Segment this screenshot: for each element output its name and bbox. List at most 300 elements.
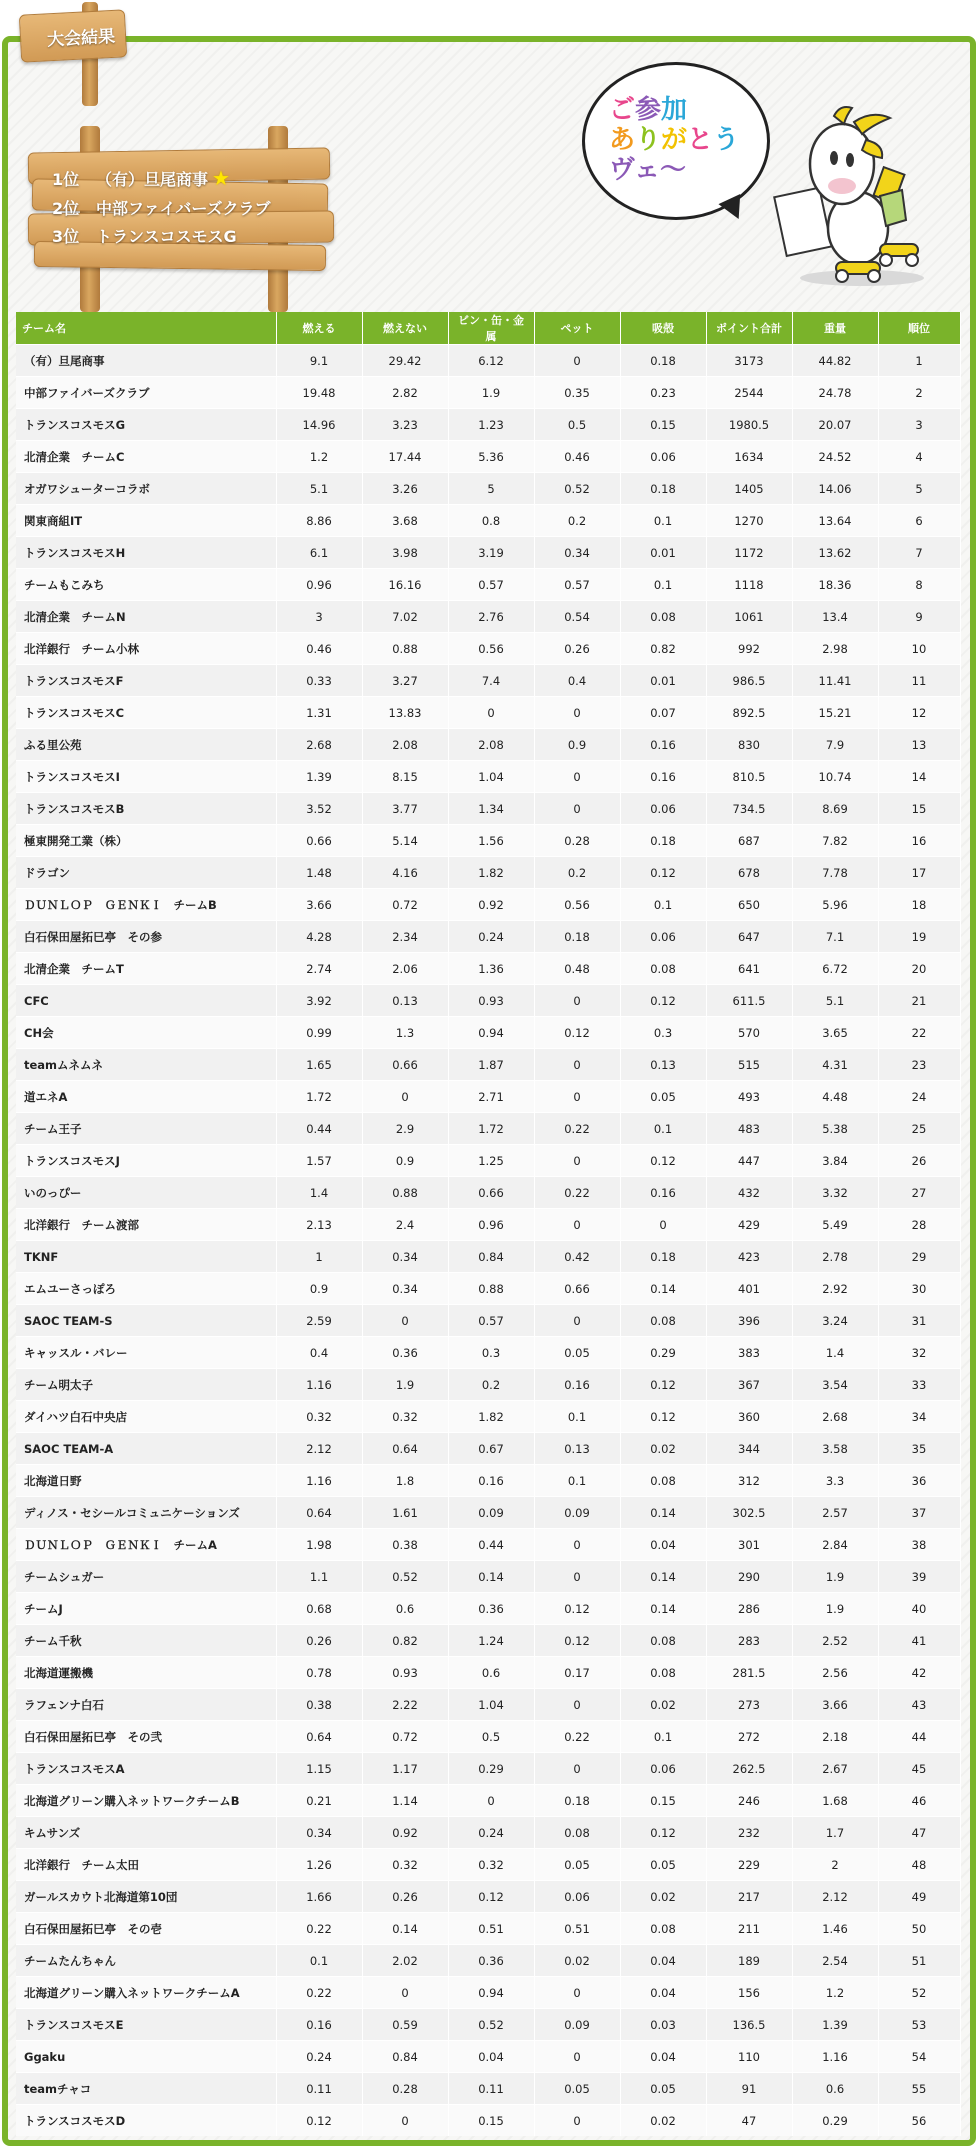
- table-row: [16, 825, 960, 857]
- value-cell: 273: [706, 1689, 792, 1721]
- value-cell: 0: [534, 697, 620, 729]
- value-cell: 24.78: [792, 377, 878, 409]
- table-row: [16, 1977, 960, 2009]
- value-cell: 1.7: [792, 1817, 878, 1849]
- value-cell: 493: [706, 1081, 792, 1113]
- value-cell: 0.14: [620, 1593, 706, 1625]
- value-cell: 11: [878, 665, 960, 697]
- value-cell: 1.72: [276, 1081, 362, 1113]
- value-cell: 0.9: [276, 1273, 362, 1305]
- value-cell: 47: [878, 1817, 960, 1849]
- value-cell: 0.36: [448, 1945, 534, 1977]
- value-cell: 1.61: [362, 1497, 448, 1529]
- value-cell: 2.98: [792, 633, 878, 665]
- table-header-row: [16, 312, 960, 345]
- value-cell: 3.3: [792, 1465, 878, 1497]
- table-row: [16, 2073, 960, 2105]
- value-cell: 0.26: [276, 1625, 362, 1657]
- value-cell: 1405: [706, 473, 792, 505]
- value-cell: 0.16: [276, 2009, 362, 2041]
- value-cell: 992: [706, 633, 792, 665]
- value-cell: 2.56: [792, 1657, 878, 1689]
- value-cell: 3.52: [276, 793, 362, 825]
- value-cell: 0.35: [534, 377, 620, 409]
- team-name-cell: キャッスル・バレー: [16, 1337, 276, 1369]
- team-name-cell: キムサンズ: [16, 1817, 276, 1849]
- value-cell: 2.52: [792, 1625, 878, 1657]
- value-cell: 246: [706, 1785, 792, 1817]
- team-name-cell: 白石保田屋拓巳亭 その弐: [16, 1721, 276, 1753]
- value-cell: 19: [878, 921, 960, 953]
- value-cell: 1.25: [448, 1145, 534, 1177]
- value-cell: 0.6: [362, 1593, 448, 1625]
- table-row: [16, 1113, 960, 1145]
- team-name-cell: 白石保田屋拓巳亭 その壱: [16, 1913, 276, 1945]
- table-row: [16, 537, 960, 569]
- table-row: [16, 1049, 960, 1081]
- value-cell: 2544: [706, 377, 792, 409]
- value-cell: 515: [706, 1049, 792, 1081]
- value-cell: 3.66: [276, 889, 362, 921]
- value-cell: 2.71: [448, 1081, 534, 1113]
- value-cell: 2.67: [792, 1753, 878, 1785]
- value-cell: 0.44: [276, 1113, 362, 1145]
- value-cell: 678: [706, 857, 792, 889]
- table-row: [16, 857, 960, 889]
- value-cell: 1.68: [792, 1785, 878, 1817]
- value-cell: 11.41: [792, 665, 878, 697]
- value-cell: 6.1: [276, 537, 362, 569]
- value-cell: 29.42: [362, 345, 448, 377]
- value-cell: 0.18: [534, 921, 620, 953]
- team-name-cell: エムユーさっぽろ: [16, 1273, 276, 1305]
- value-cell: 1172: [706, 537, 792, 569]
- value-cell: 7: [878, 537, 960, 569]
- value-cell: 3.68: [362, 505, 448, 537]
- value-cell: 27: [878, 1177, 960, 1209]
- podium-place: 3位: [52, 227, 80, 246]
- value-cell: 0.88: [362, 633, 448, 665]
- team-name-cell: トランスコスモスE: [16, 2009, 276, 2041]
- value-cell: 6.12: [448, 345, 534, 377]
- value-cell: 1: [276, 1241, 362, 1273]
- value-cell: 3.66: [792, 1689, 878, 1721]
- value-cell: 0.13: [534, 1433, 620, 1465]
- value-cell: 447: [706, 1145, 792, 1177]
- podium-team: トランスコスモスG: [96, 227, 237, 246]
- title-signpost: [20, 2, 130, 106]
- value-cell: 1.9: [362, 1369, 448, 1401]
- value-cell: 3.27: [362, 665, 448, 697]
- value-cell: 0.02: [534, 1945, 620, 1977]
- value-cell: 0.09: [448, 1497, 534, 1529]
- value-cell: 0.22: [276, 1977, 362, 2009]
- table-row: [16, 409, 960, 441]
- value-cell: 734.5: [706, 793, 792, 825]
- value-cell: 34: [878, 1401, 960, 1433]
- value-cell: 2.34: [362, 921, 448, 953]
- table-row: [16, 1721, 960, 1753]
- value-cell: 1.2: [792, 1977, 878, 2009]
- value-cell: 13.64: [792, 505, 878, 537]
- value-cell: 0.08: [534, 1817, 620, 1849]
- podium-second: [52, 196, 271, 219]
- value-cell: 14.06: [792, 473, 878, 505]
- table-row: [16, 1433, 960, 1465]
- value-cell: 4.31: [792, 1049, 878, 1081]
- value-cell: 0.06: [620, 921, 706, 953]
- value-cell: 0.16: [448, 1465, 534, 1497]
- value-cell: 3.32: [792, 1177, 878, 1209]
- value-cell: 0.02: [620, 1881, 706, 1913]
- value-cell: 39: [878, 1561, 960, 1593]
- podium-first: [52, 166, 230, 190]
- value-cell: 8.15: [362, 761, 448, 793]
- value-cell: 14.96: [276, 409, 362, 441]
- value-cell: 0.9: [362, 1145, 448, 1177]
- value-cell: 0.59: [362, 2009, 448, 2041]
- value-cell: 1.56: [448, 825, 534, 857]
- value-cell: 26: [878, 1145, 960, 1177]
- star-icon: ★: [212, 166, 230, 190]
- value-cell: 2.59: [276, 1305, 362, 1337]
- table-row: [16, 2105, 960, 2137]
- value-cell: 0.15: [620, 409, 706, 441]
- team-name-cell: 北清企業 チームT: [16, 953, 276, 985]
- value-cell: 0: [362, 2105, 448, 2137]
- value-cell: 51: [878, 1945, 960, 1977]
- table-row: [16, 985, 960, 1017]
- value-cell: 0.05: [534, 1337, 620, 1369]
- value-cell: 0.2: [534, 505, 620, 537]
- value-cell: 0.23: [620, 377, 706, 409]
- value-cell: 0.08: [620, 1657, 706, 1689]
- team-name-cell: 道エネA: [16, 1081, 276, 1113]
- value-cell: 0: [534, 1529, 620, 1561]
- team-name-cell: ダイハツ白石中央店: [16, 1401, 276, 1433]
- value-cell: 19.48: [276, 377, 362, 409]
- value-cell: 0.05: [620, 1081, 706, 1113]
- value-cell: 3.65: [792, 1017, 878, 1049]
- value-cell: 641: [706, 953, 792, 985]
- value-cell: 0.57: [448, 569, 534, 601]
- value-cell: 10: [878, 633, 960, 665]
- value-cell: 110: [706, 2041, 792, 2073]
- value-cell: 0.34: [362, 1273, 448, 1305]
- value-cell: 0.26: [362, 1881, 448, 1913]
- value-cell: 0.32: [362, 1849, 448, 1881]
- thanks-message: ご参加 ありがとう ヴェ〜: [609, 95, 740, 185]
- value-cell: 156: [706, 1977, 792, 2009]
- value-cell: 47: [706, 2105, 792, 2137]
- value-cell: 12: [878, 697, 960, 729]
- value-cell: 3.58: [792, 1433, 878, 1465]
- column-header: 吸殻: [620, 312, 706, 345]
- podium-signboard: [28, 126, 338, 312]
- value-cell: 0.84: [448, 1241, 534, 1273]
- team-name-cell: チームシュガー: [16, 1561, 276, 1593]
- value-cell: 1.9: [448, 377, 534, 409]
- team-name-cell: チームJ: [16, 1593, 276, 1625]
- value-cell: 281.5: [706, 1657, 792, 1689]
- value-cell: 0.93: [448, 985, 534, 1017]
- value-cell: 4: [878, 441, 960, 473]
- value-cell: 0.26: [534, 633, 620, 665]
- value-cell: 4.16: [362, 857, 448, 889]
- value-cell: 1634: [706, 441, 792, 473]
- value-cell: 5: [448, 473, 534, 505]
- value-cell: 0.3: [620, 1017, 706, 1049]
- table-row: [16, 1785, 960, 1817]
- value-cell: 0.94: [448, 1977, 534, 2009]
- value-cell: 687: [706, 825, 792, 857]
- value-cell: 0.08: [620, 953, 706, 985]
- value-cell: 0.29: [620, 1337, 706, 1369]
- value-cell: 2.76: [448, 601, 534, 633]
- speech-bubble: [582, 62, 770, 220]
- value-cell: 18.36: [792, 569, 878, 601]
- value-cell: 2.92: [792, 1273, 878, 1305]
- value-cell: 2: [792, 1849, 878, 1881]
- value-cell: 0.67: [448, 1433, 534, 1465]
- table-row: [16, 2041, 960, 2073]
- value-cell: 7.78: [792, 857, 878, 889]
- value-cell: 37: [878, 1497, 960, 1529]
- table-row: [16, 2009, 960, 2041]
- value-cell: 30: [878, 1273, 960, 1305]
- table-row: [16, 665, 960, 697]
- value-cell: 0.32: [276, 1401, 362, 1433]
- value-cell: 0.1: [534, 1465, 620, 1497]
- table-row: [16, 1561, 960, 1593]
- value-cell: 10.74: [792, 761, 878, 793]
- team-name-cell: トランスコスモスG: [16, 409, 276, 441]
- value-cell: 50: [878, 1913, 960, 1945]
- value-cell: 9: [878, 601, 960, 633]
- value-cell: 0.17: [534, 1657, 620, 1689]
- value-cell: 0.14: [620, 1273, 706, 1305]
- team-name-cell: CFC: [16, 985, 276, 1017]
- value-cell: 0.82: [362, 1625, 448, 1657]
- value-cell: 52: [878, 1977, 960, 2009]
- value-cell: 0: [448, 697, 534, 729]
- value-cell: 2.12: [276, 1433, 362, 1465]
- table-row: [16, 505, 960, 537]
- value-cell: 1118: [706, 569, 792, 601]
- column-header: 順位: [878, 312, 960, 345]
- value-cell: 0.08: [620, 1913, 706, 1945]
- value-cell: 5.14: [362, 825, 448, 857]
- value-cell: 1.9: [792, 1561, 878, 1593]
- value-cell: 0.28: [534, 825, 620, 857]
- value-cell: 0.52: [362, 1561, 448, 1593]
- value-cell: 0.12: [620, 1401, 706, 1433]
- table-row: [16, 377, 960, 409]
- value-cell: 0.04: [620, 1945, 706, 1977]
- value-cell: 0.04: [448, 2041, 534, 2073]
- value-cell: 5.96: [792, 889, 878, 921]
- value-cell: 0.52: [448, 2009, 534, 2041]
- team-name-cell: SAOC TEAM-S: [16, 1305, 276, 1337]
- table-row: [16, 1657, 960, 1689]
- value-cell: 0: [534, 1081, 620, 1113]
- value-cell: 0.16: [620, 761, 706, 793]
- team-name-cell: Ggaku: [16, 2041, 276, 2073]
- value-cell: 0.88: [448, 1273, 534, 1305]
- team-name-cell: teamムネムネ: [16, 1049, 276, 1081]
- value-cell: 0: [534, 1977, 620, 2009]
- value-cell: 0.66: [534, 1273, 620, 1305]
- value-cell: 6: [878, 505, 960, 537]
- table-row: [16, 441, 960, 473]
- value-cell: 20.07: [792, 409, 878, 441]
- value-cell: 0: [534, 1145, 620, 1177]
- value-cell: 0.66: [448, 1177, 534, 1209]
- value-cell: 1.14: [362, 1785, 448, 1817]
- value-cell: 0.14: [362, 1913, 448, 1945]
- value-cell: 13.4: [792, 601, 878, 633]
- value-cell: 0.93: [362, 1657, 448, 1689]
- value-cell: 0.13: [362, 985, 448, 1017]
- value-cell: 21: [878, 985, 960, 1017]
- team-name-cell: チーム明太子: [16, 1369, 276, 1401]
- team-name-cell: ドラゴン: [16, 857, 276, 889]
- value-cell: 383: [706, 1337, 792, 1369]
- value-cell: 611.5: [706, 985, 792, 1017]
- value-cell: 0.09: [534, 2009, 620, 2041]
- team-name-cell: 関東商組IT: [16, 505, 276, 537]
- value-cell: 15: [878, 793, 960, 825]
- table-row: [16, 1369, 960, 1401]
- value-cell: 1.26: [276, 1849, 362, 1881]
- value-cell: 229: [706, 1849, 792, 1881]
- value-cell: 647: [706, 921, 792, 953]
- value-cell: 0.84: [362, 2041, 448, 2073]
- value-cell: 0.04: [620, 1529, 706, 1561]
- value-cell: 29: [878, 1241, 960, 1273]
- value-cell: 0.12: [620, 1817, 706, 1849]
- value-cell: 0.12: [620, 857, 706, 889]
- table-row: [16, 729, 960, 761]
- value-cell: 0.14: [620, 1561, 706, 1593]
- table-row: [16, 921, 960, 953]
- column-header: ビン・缶・金属: [448, 312, 534, 345]
- value-cell: 2.9: [362, 1113, 448, 1145]
- value-cell: 5.38: [792, 1113, 878, 1145]
- value-cell: 1061: [706, 601, 792, 633]
- value-cell: 0.51: [448, 1913, 534, 1945]
- value-cell: 4.28: [276, 921, 362, 953]
- value-cell: 2.4: [362, 1209, 448, 1241]
- value-cell: 1.04: [448, 761, 534, 793]
- value-cell: 286: [706, 1593, 792, 1625]
- value-cell: 1.2: [276, 441, 362, 473]
- value-cell: 0.12: [620, 1145, 706, 1177]
- value-cell: 0: [448, 1785, 534, 1817]
- table-row: [16, 345, 960, 377]
- value-cell: 1.16: [276, 1465, 362, 1497]
- value-cell: 986.5: [706, 665, 792, 697]
- value-cell: 1.4: [792, 1337, 878, 1369]
- value-cell: 24: [878, 1081, 960, 1113]
- team-name-cell: （有）旦尾商事: [16, 345, 276, 377]
- table-row: [16, 473, 960, 505]
- team-name-cell: SAOC TEAM-A: [16, 1433, 276, 1465]
- value-cell: 48: [878, 1849, 960, 1881]
- team-name-cell: 白石保田屋拓巳亭 その参: [16, 921, 276, 953]
- value-cell: 0: [534, 761, 620, 793]
- value-cell: 3.92: [276, 985, 362, 1017]
- table-row: [16, 1497, 960, 1529]
- value-cell: 23: [878, 1049, 960, 1081]
- value-cell: 16: [878, 825, 960, 857]
- value-cell: 892.5: [706, 697, 792, 729]
- value-cell: 0.1: [620, 505, 706, 537]
- value-cell: 0.32: [362, 1401, 448, 1433]
- value-cell: 3.24: [792, 1305, 878, 1337]
- value-cell: 1.8: [362, 1465, 448, 1497]
- value-cell: 810.5: [706, 761, 792, 793]
- value-cell: 0.08: [620, 1305, 706, 1337]
- value-cell: 0.15: [448, 2105, 534, 2137]
- value-cell: 8.86: [276, 505, 362, 537]
- value-cell: 3: [276, 601, 362, 633]
- table-row: [16, 1145, 960, 1177]
- value-cell: 0.32: [448, 1849, 534, 1881]
- value-cell: 0.11: [448, 2073, 534, 2105]
- value-cell: 0.12: [534, 1017, 620, 1049]
- team-name-cell: 北清企業 チームN: [16, 601, 276, 633]
- page-title: 大会結果: [46, 26, 116, 51]
- value-cell: 0.08: [620, 1465, 706, 1497]
- value-cell: 1270: [706, 505, 792, 537]
- team-name-cell: 北洋銀行 チーム小林: [16, 633, 276, 665]
- value-cell: 0.16: [534, 1369, 620, 1401]
- value-cell: 0.06: [534, 1881, 620, 1913]
- value-cell: 5.1: [276, 473, 362, 505]
- column-header: ポイント合計: [706, 312, 792, 345]
- column-header: 重量: [792, 312, 878, 345]
- value-cell: 0.05: [534, 1849, 620, 1881]
- value-cell: 7.82: [792, 825, 878, 857]
- goat-mascot-icon: [762, 100, 942, 290]
- value-cell: 0.1: [620, 569, 706, 601]
- value-cell: 0.34: [276, 1817, 362, 1849]
- value-cell: 45: [878, 1753, 960, 1785]
- value-cell: 0: [534, 985, 620, 1017]
- table-row: [16, 633, 960, 665]
- value-cell: 1.3: [362, 1017, 448, 1049]
- team-name-cell: 北海道グリーン購入ネットワークチームA: [16, 1977, 276, 2009]
- team-name-cell: ふる里公苑: [16, 729, 276, 761]
- value-cell: 1980.5: [706, 409, 792, 441]
- value-cell: 2.13: [276, 1209, 362, 1241]
- value-cell: 0.08: [620, 1625, 706, 1657]
- value-cell: 136.5: [706, 2009, 792, 2041]
- column-header: ペット: [534, 312, 620, 345]
- team-name-cell: オガワシューターコラボ: [16, 473, 276, 505]
- team-name-cell: 北海道グリーン購入ネットワークチームB: [16, 1785, 276, 1817]
- value-cell: 0.05: [534, 2073, 620, 2105]
- value-cell: 1: [878, 345, 960, 377]
- value-cell: 13.83: [362, 697, 448, 729]
- value-cell: 2.22: [362, 1689, 448, 1721]
- value-cell: 13: [878, 729, 960, 761]
- value-cell: 423: [706, 1241, 792, 1273]
- value-cell: 0.68: [276, 1593, 362, 1625]
- podium-place: 2位: [52, 199, 80, 218]
- value-cell: 0.09: [534, 1497, 620, 1529]
